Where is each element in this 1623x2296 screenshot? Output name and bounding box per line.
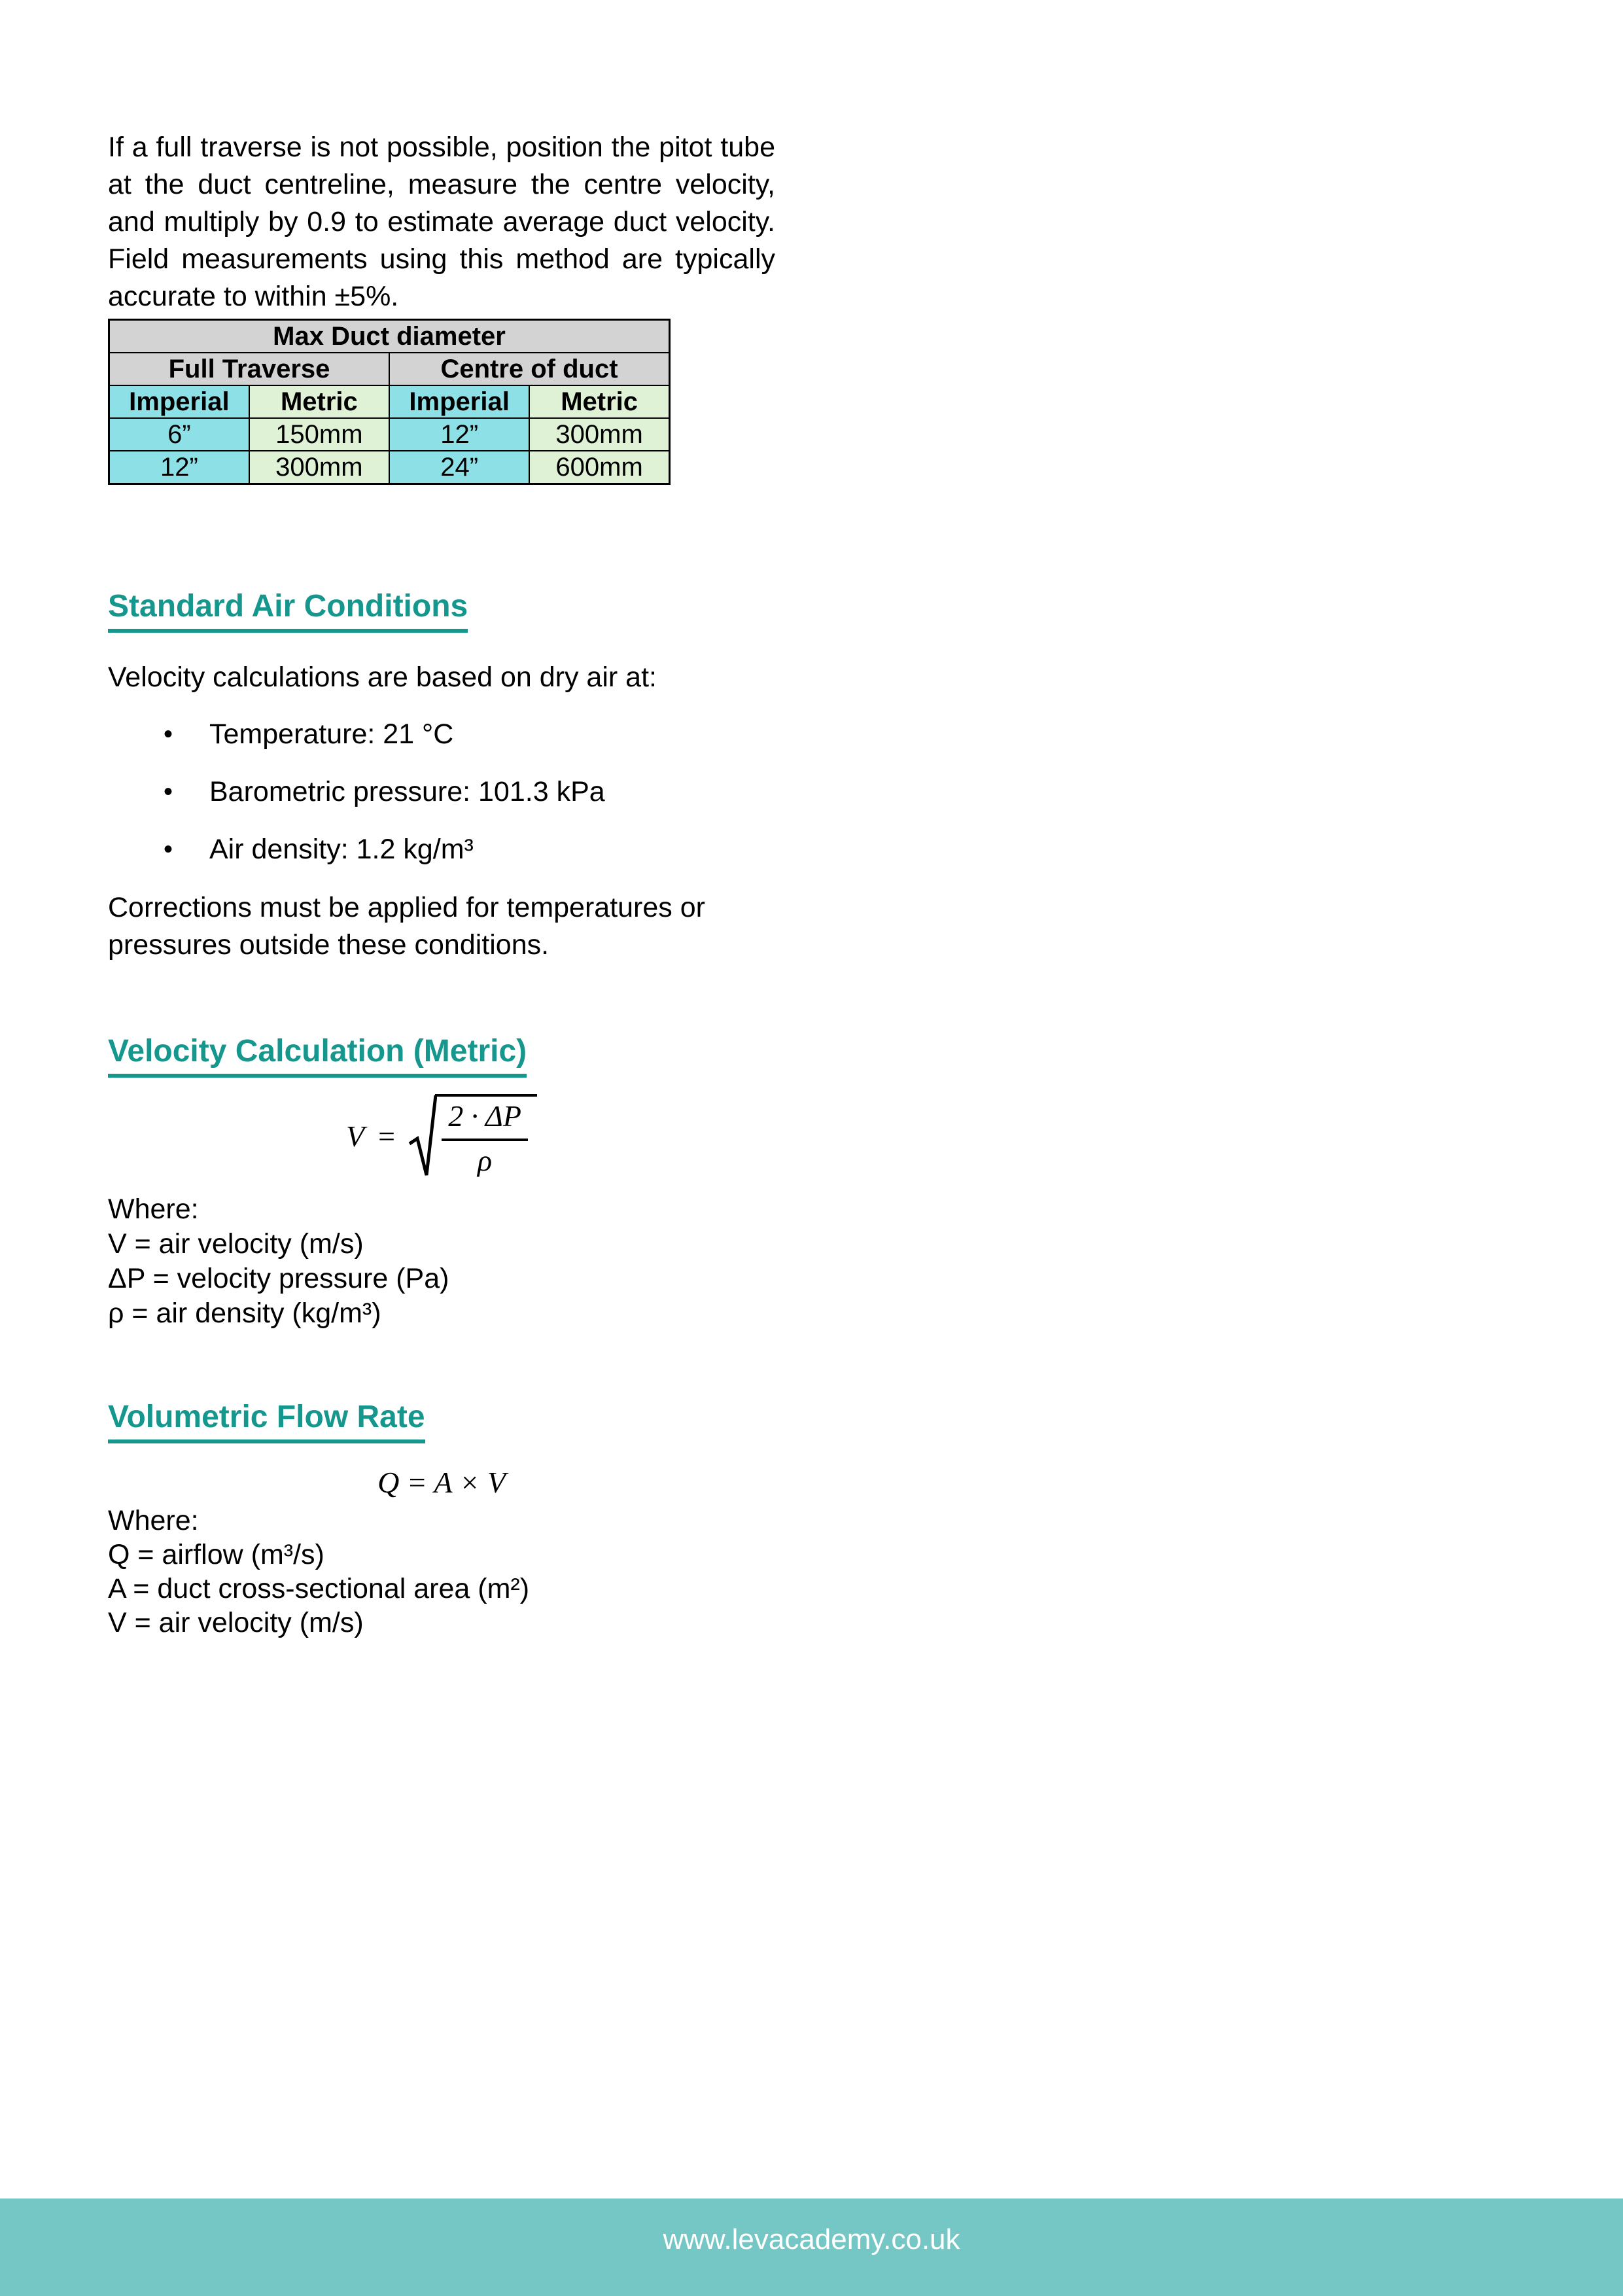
table-cell: 12”	[389, 418, 529, 451]
standard-air-intro: Velocity calculations are based on dry air at:	[108, 662, 657, 693]
table-title-row	[109, 320, 670, 353]
square-root	[408, 1094, 537, 1179]
list-item	[108, 831, 775, 868]
fraction	[442, 1099, 528, 1178]
fraction-numerator: 2 · ΔP	[448, 1099, 521, 1133]
heading-text: Velocity Calculation (Metric)	[108, 1033, 527, 1078]
footer-link[interactable]: www.levacademy.co.uk	[663, 2223, 960, 2255]
group-header-full-traverse: Full Traverse	[109, 353, 390, 385]
velocity-formula	[108, 1094, 775, 1179]
bullet-text: Barometric pressure: 101.3 kPa	[209, 776, 605, 807]
definition-line: ρ = air density (kg/m³)	[108, 1298, 381, 1329]
section-heading-velocity-calculation	[108, 1033, 775, 1078]
heading-text: Volumetric Flow Rate	[108, 1399, 425, 1443]
definition-line: V = air velocity (m/s)	[108, 1228, 364, 1260]
table-cell: 24”	[389, 451, 529, 484]
definition-line: V = air velocity (m/s)	[108, 1607, 364, 1638]
heading-text: Standard Air Conditions	[108, 588, 468, 633]
list-item	[108, 773, 775, 811]
standard-air-bullet-list	[108, 716, 775, 868]
column-header-metric: Metric	[249, 385, 389, 418]
definition-line: ΔP = velocity pressure (Pa)	[108, 1263, 449, 1294]
list-item	[108, 716, 775, 753]
table-cell: 300mm	[249, 451, 389, 484]
column-header-imperial: Imperial	[109, 385, 249, 418]
column-header-metric: Metric	[529, 385, 669, 418]
bullet-icon: •	[164, 835, 173, 864]
radicand	[435, 1094, 537, 1178]
bullet-icon: •	[164, 720, 173, 749]
formula-lhs: V	[346, 1120, 365, 1153]
intro-paragraph: If a full traverse is not possible, position the pitot tube at the duct centreline, measure the centre velocity, and multiply by 0.9 to estimate average duct velocity. Field measurements using this method are typically accurate to within ±5%.	[108, 132, 775, 312]
bullet-text: Air density: 1.2 kg/m³	[209, 834, 474, 865]
table-row	[109, 451, 670, 484]
bullet-icon: •	[164, 777, 173, 806]
section-heading-standard-air	[108, 588, 775, 633]
definition-line: A = duct cross-sectional area (m²)	[108, 1573, 530, 1604]
table-cell: 150mm	[249, 418, 389, 451]
table-column-header-row	[109, 385, 670, 418]
equals-sign: =	[376, 1120, 397, 1153]
bullet-text: Temperature: 21 °C	[209, 718, 454, 750]
where-label: Where:	[108, 1193, 199, 1225]
table-cell: 300mm	[529, 418, 669, 451]
radical-icon	[408, 1094, 437, 1179]
section-heading-volumetric-flow	[108, 1399, 775, 1443]
table-group-header-row	[109, 353, 670, 385]
volumetric-flow-formula: Q = A × V	[377, 1466, 506, 1499]
fraction-denominator: ρ	[442, 1139, 528, 1178]
duct-diameter-table	[108, 319, 671, 485]
group-header-centre-of-duct: Centre of duct	[389, 353, 670, 385]
column-header-imperial: Imperial	[389, 385, 529, 418]
table-cell: 6”	[109, 418, 249, 451]
table-row	[109, 418, 670, 451]
table-title: Max Duct diameter	[109, 320, 670, 353]
where-label: Where:	[108, 1505, 199, 1536]
content-column	[108, 0, 775, 1640]
page-footer	[0, 2199, 1623, 2296]
velocity-where-block	[108, 1192, 775, 1331]
corrections-note: Corrections must be applied for temperatures or pressures outside these conditions.	[108, 892, 705, 961]
table-cell: 12”	[109, 451, 249, 484]
table-cell: 600mm	[529, 451, 669, 484]
definition-line: Q = airflow (m³/s)	[108, 1539, 324, 1570]
volumetric-where-block	[108, 1504, 775, 1640]
